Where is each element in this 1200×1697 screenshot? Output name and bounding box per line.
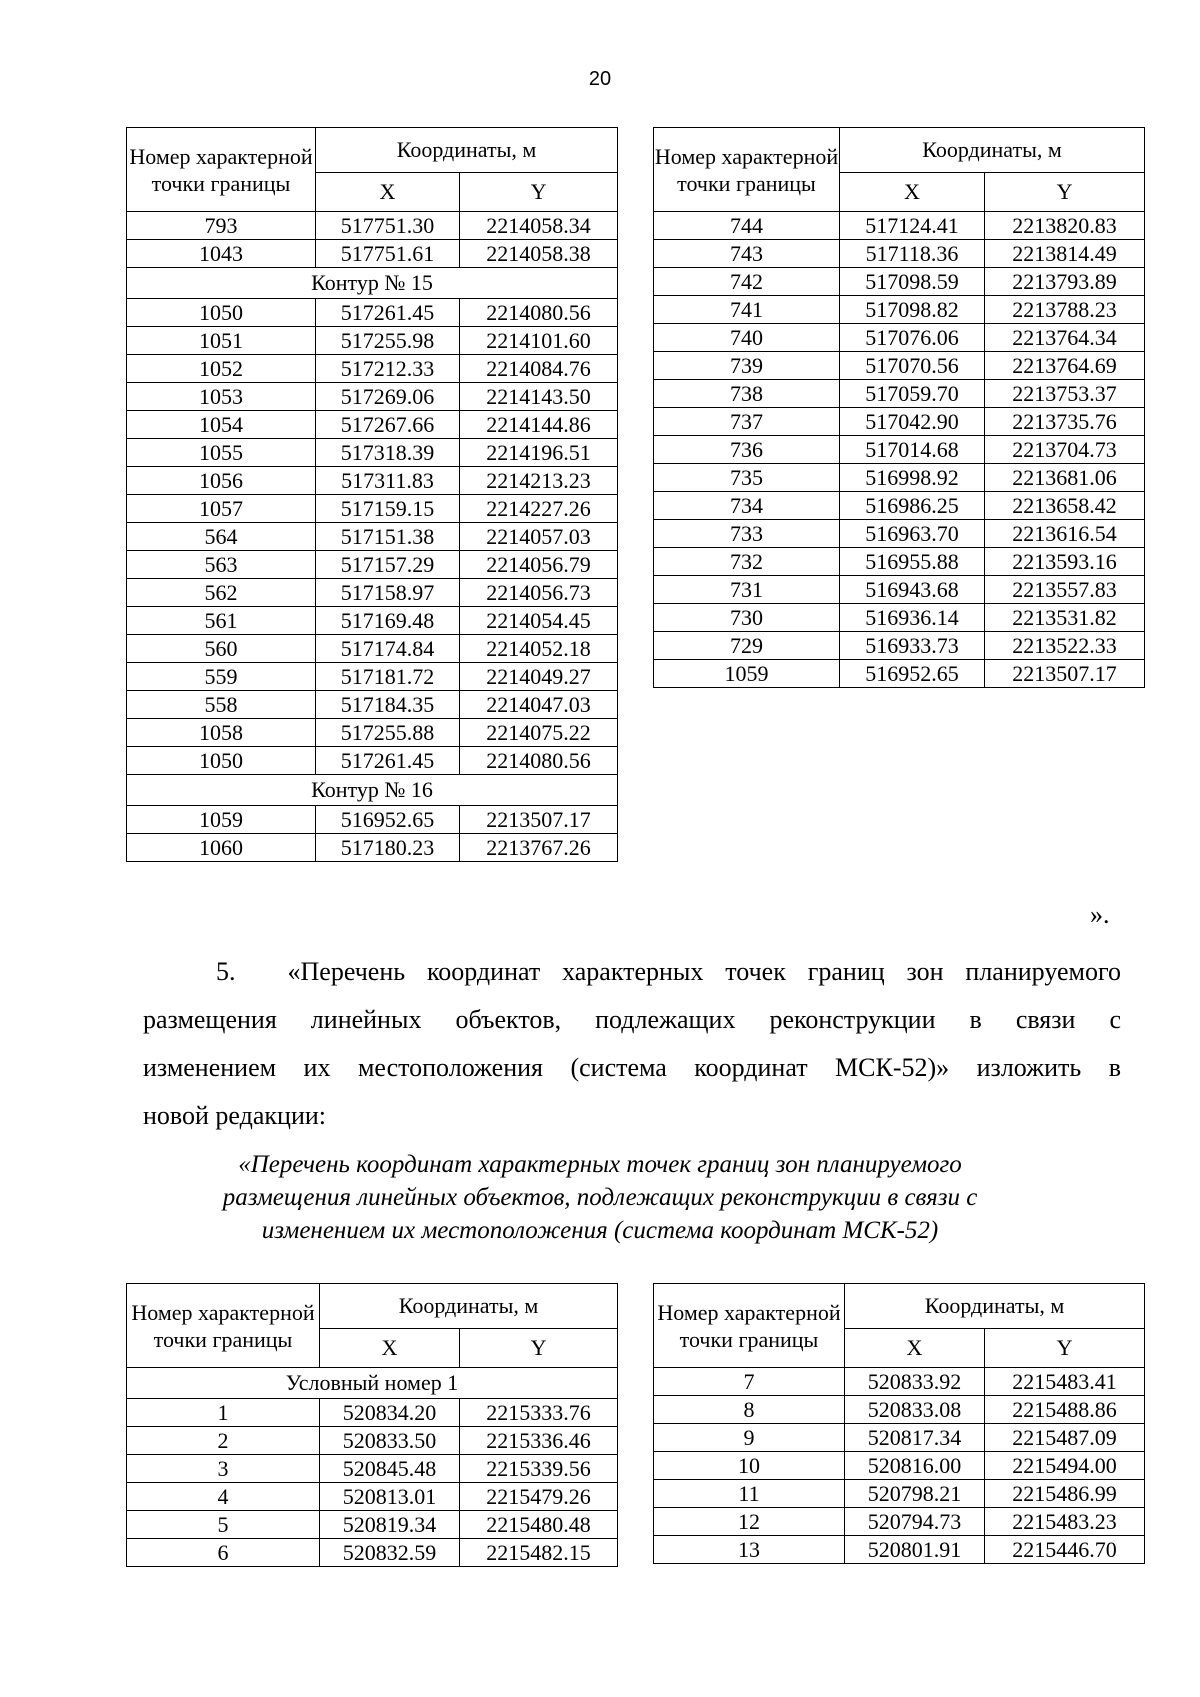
point-number-cell: 1057 xyxy=(127,495,316,523)
table-row xyxy=(654,632,1145,660)
table-row xyxy=(127,1483,618,1511)
point-number-cell: 560 xyxy=(127,635,316,663)
table-row xyxy=(654,212,1145,240)
y-coordinate-cell: 2214052.18 xyxy=(460,635,618,663)
x-coordinate-cell: 517098.59 xyxy=(840,268,985,296)
point-number-cell: 561 xyxy=(127,607,316,635)
y-coordinate-cell: 2214054.45 xyxy=(460,607,618,635)
x-coordinate-cell: 517151.38 xyxy=(316,523,460,551)
x-coordinate-cell: 520819.34 xyxy=(320,1511,460,1539)
y-coordinate-cell: 2215483.23 xyxy=(985,1508,1145,1536)
point-number-header: Номер характерной точки границы xyxy=(654,128,840,212)
table-row xyxy=(127,579,618,607)
point-number-cell: 5 xyxy=(127,1511,320,1539)
table-header-row xyxy=(127,128,618,173)
point-number-cell: 1 xyxy=(127,1399,320,1427)
y-coordinate-cell: 2213681.06 xyxy=(985,464,1145,492)
x-coordinate-cell: 517059.70 xyxy=(840,380,985,408)
table-row xyxy=(654,352,1145,380)
contour-label: Контур № 16 xyxy=(127,775,618,806)
table-row xyxy=(654,408,1145,436)
y-coordinate-cell: 2215446.70 xyxy=(985,1536,1145,1564)
point-number-cell: 559 xyxy=(127,663,316,691)
point-number-cell: 793 xyxy=(127,212,316,240)
point-number-cell: 8 xyxy=(654,1396,845,1424)
y-header: Y xyxy=(460,173,618,212)
paragraph-line: размещения линейных объектов, подлежащих реконструкции в связи с xyxy=(143,1005,1121,1034)
point-number-cell: 1059 xyxy=(127,806,316,834)
point-number-cell: 13 xyxy=(654,1536,845,1564)
point-number-cell: 733 xyxy=(654,520,840,548)
table-row xyxy=(127,299,618,327)
x-coordinate-cell: 520794.73 xyxy=(845,1508,985,1536)
table-row xyxy=(127,495,618,523)
point-number-cell: 1055 xyxy=(127,439,316,467)
y-coordinate-cell: 2214227.26 xyxy=(460,495,618,523)
table-row xyxy=(654,1368,1145,1396)
point-number-cell: 7 xyxy=(654,1368,845,1396)
table-row xyxy=(654,660,1145,688)
table-row xyxy=(127,747,618,775)
x-header: X xyxy=(840,173,985,212)
point-number-cell: 740 xyxy=(654,324,840,352)
y-header: Y xyxy=(985,1329,1145,1368)
y-coordinate-cell: 2215483.41 xyxy=(985,1368,1145,1396)
x-coordinate-cell: 520845.48 xyxy=(320,1455,460,1483)
x-header: X xyxy=(320,1329,460,1368)
point-number-cell: 735 xyxy=(654,464,840,492)
y-coordinate-cell: 2213616.54 xyxy=(985,520,1145,548)
y-coordinate-cell: 2213507.17 xyxy=(985,660,1145,688)
table-row xyxy=(654,1536,1145,1564)
point-number-cell: 729 xyxy=(654,632,840,660)
point-number-cell: 6 xyxy=(127,1539,320,1567)
x-coordinate-cell: 517255.98 xyxy=(316,327,460,355)
point-number-cell: 732 xyxy=(654,548,840,576)
x-coordinate-cell: 516955.88 xyxy=(840,548,985,576)
point-number-cell: 742 xyxy=(654,268,840,296)
x-coordinate-cell: 517212.33 xyxy=(316,355,460,383)
table-row xyxy=(127,691,618,719)
x-coordinate-cell: 520798.21 xyxy=(845,1480,985,1508)
x-header: X xyxy=(316,173,460,212)
x-coordinate-cell: 517169.48 xyxy=(316,607,460,635)
y-coordinate-cell: 2213557.83 xyxy=(985,576,1145,604)
x-coordinate-cell: 517157.29 xyxy=(316,551,460,579)
table-row xyxy=(127,411,618,439)
point-number-header: Номер характерной точки границы xyxy=(127,1284,320,1368)
point-number-cell: 741 xyxy=(654,296,840,324)
paragraph-line: 5. «Перечень координат характерных точек границ зон планируемого xyxy=(216,957,1121,986)
y-coordinate-cell: 2214101.60 xyxy=(460,327,618,355)
y-coordinate-cell: 2213753.37 xyxy=(985,380,1145,408)
point-number-cell: 564 xyxy=(127,523,316,551)
table-header-row xyxy=(654,128,1145,173)
y-coordinate-cell: 2214080.56 xyxy=(460,747,618,775)
y-coordinate-cell: 2213814.49 xyxy=(985,240,1145,268)
subtitle-line: «Перечень координат характерных точек границ зон планируемого xyxy=(238,1151,962,1178)
contour-row xyxy=(127,268,618,299)
table-row xyxy=(127,439,618,467)
coordinates-header: Координаты, м xyxy=(845,1284,1145,1329)
x-coordinate-cell: 516933.73 xyxy=(840,632,985,660)
table-header-row xyxy=(654,1284,1145,1329)
contour-row xyxy=(127,775,618,806)
y-coordinate-cell: 2215339.56 xyxy=(460,1455,618,1483)
table-row xyxy=(127,551,618,579)
table-row xyxy=(127,1427,618,1455)
point-number-cell: 737 xyxy=(654,408,840,436)
x-coordinate-cell: 517042.90 xyxy=(840,408,985,436)
x-coordinate-cell: 517118.36 xyxy=(840,240,985,268)
x-coordinate-cell: 516986.25 xyxy=(840,492,985,520)
y-header: Y xyxy=(460,1329,618,1368)
point-number-header: Номер характерной точки границы xyxy=(127,128,316,212)
table-row xyxy=(127,467,618,495)
table-row xyxy=(654,520,1145,548)
table-row xyxy=(127,383,618,411)
point-number-cell: 1060 xyxy=(127,834,316,862)
table-row xyxy=(654,1396,1145,1424)
y-coordinate-cell: 2213704.73 xyxy=(985,436,1145,464)
table-row xyxy=(127,635,618,663)
table-row xyxy=(654,436,1145,464)
y-coordinate-cell: 2215488.86 xyxy=(985,1396,1145,1424)
x-coordinate-cell: 517159.15 xyxy=(316,495,460,523)
table-row xyxy=(127,663,618,691)
y-coordinate-cell: 2214080.56 xyxy=(460,299,618,327)
table-row xyxy=(127,212,618,240)
table-row xyxy=(654,1508,1145,1536)
x-coordinate-cell: 517158.97 xyxy=(316,579,460,607)
table-row xyxy=(127,240,618,268)
point-number-cell: 731 xyxy=(654,576,840,604)
table-row xyxy=(654,1424,1145,1452)
y-coordinate-cell: 2214058.38 xyxy=(460,240,618,268)
table-row xyxy=(654,324,1145,352)
y-coordinate-cell: 2213593.16 xyxy=(985,548,1145,576)
x-coordinate-cell: 517751.30 xyxy=(316,212,460,240)
x-coordinate-cell: 520833.08 xyxy=(845,1396,985,1424)
x-coordinate-cell: 516963.70 xyxy=(840,520,985,548)
point-number-cell: 3 xyxy=(127,1455,320,1483)
table-row xyxy=(654,240,1145,268)
x-coordinate-cell: 517311.83 xyxy=(316,467,460,495)
y-coordinate-cell: 2214075.22 xyxy=(460,719,618,747)
y-coordinate-cell: 2213522.33 xyxy=(985,632,1145,660)
x-coordinate-cell: 517014.68 xyxy=(840,436,985,464)
point-number-cell: 734 xyxy=(654,492,840,520)
x-coordinate-cell: 516998.92 xyxy=(840,464,985,492)
point-number-cell: 1051 xyxy=(127,327,316,355)
point-number-cell: 563 xyxy=(127,551,316,579)
point-number-cell: 11 xyxy=(654,1480,845,1508)
x-coordinate-cell: 516952.65 xyxy=(316,806,460,834)
point-number-cell: 1052 xyxy=(127,355,316,383)
x-coordinate-cell: 517181.72 xyxy=(316,663,460,691)
point-number-cell: 1054 xyxy=(127,411,316,439)
point-number-cell: 743 xyxy=(654,240,840,268)
y-coordinate-cell: 2214056.73 xyxy=(460,579,618,607)
point-number-cell: 1059 xyxy=(654,660,840,688)
y-coordinate-cell: 2213764.69 xyxy=(985,352,1145,380)
x-coordinate-cell: 517318.39 xyxy=(316,439,460,467)
x-coordinate-cell: 517751.61 xyxy=(316,240,460,268)
closing-quote: ». xyxy=(1090,900,1110,929)
coordinates-header: Координаты, м xyxy=(316,128,618,173)
table-row xyxy=(127,719,618,747)
y-coordinate-cell: 2214056.79 xyxy=(460,551,618,579)
y-coordinate-cell: 2214057.03 xyxy=(460,523,618,551)
y-coordinate-cell: 2214047.03 xyxy=(460,691,618,719)
point-number-cell: 738 xyxy=(654,380,840,408)
point-number-cell: 739 xyxy=(654,352,840,380)
y-coordinate-cell: 2215480.48 xyxy=(460,1511,618,1539)
coordinates-table-2 xyxy=(653,127,1145,688)
table-row xyxy=(654,576,1145,604)
y-coordinate-cell: 2215333.76 xyxy=(460,1399,618,1427)
table-row xyxy=(654,464,1145,492)
point-number-cell: 4 xyxy=(127,1483,320,1511)
coordinates-header: Координаты, м xyxy=(320,1284,618,1329)
y-coordinate-cell: 2213788.23 xyxy=(985,296,1145,324)
x-coordinate-cell: 520832.59 xyxy=(320,1539,460,1567)
y-coordinate-cell: 2213507.17 xyxy=(460,806,618,834)
y-coordinate-cell: 2215487.09 xyxy=(985,1424,1145,1452)
y-coordinate-cell: 2213767.26 xyxy=(460,834,618,862)
y-coordinate-cell: 2214213.23 xyxy=(460,467,618,495)
coordinates-header: Координаты, м xyxy=(840,128,1145,173)
point-number-cell: 1058 xyxy=(127,719,316,747)
x-coordinate-cell: 517124.41 xyxy=(840,212,985,240)
table-row xyxy=(127,1455,618,1483)
table-row xyxy=(654,268,1145,296)
contour-row xyxy=(127,1368,618,1399)
x-coordinate-cell: 517070.56 xyxy=(840,352,985,380)
subtitle-line: изменением их местоположения (система координат МСК-52) xyxy=(261,1217,939,1244)
table-row xyxy=(654,296,1145,324)
table-row xyxy=(654,604,1145,632)
point-number-cell: 1043 xyxy=(127,240,316,268)
x-coordinate-cell: 516943.68 xyxy=(840,576,985,604)
x-coordinate-cell: 516952.65 xyxy=(840,660,985,688)
coordinates-table-4 xyxy=(653,1283,1145,1564)
point-number-header: Номер характерной точки границы xyxy=(654,1284,845,1368)
x-header: X xyxy=(845,1329,985,1368)
x-coordinate-cell: 520833.92 xyxy=(845,1368,985,1396)
point-number-cell: 9 xyxy=(654,1424,845,1452)
contour-label: Контур № 15 xyxy=(127,268,618,299)
x-coordinate-cell: 517267.66 xyxy=(316,411,460,439)
x-coordinate-cell: 517076.06 xyxy=(840,324,985,352)
point-number-cell: 562 xyxy=(127,579,316,607)
coordinates-table-3 xyxy=(126,1283,618,1567)
x-coordinate-cell: 520834.20 xyxy=(320,1399,460,1427)
point-number-cell: 1050 xyxy=(127,299,316,327)
contour-label: Условный номер 1 xyxy=(127,1368,618,1399)
paragraph-line: изменением их местоположения (система координат МСК-52)» изложить в xyxy=(143,1053,1121,1082)
table-row xyxy=(127,355,618,383)
table-row xyxy=(127,1399,618,1427)
y-coordinate-cell: 2214049.27 xyxy=(460,663,618,691)
x-coordinate-cell: 517255.88 xyxy=(316,719,460,747)
x-coordinate-cell: 520817.34 xyxy=(845,1424,985,1452)
coordinates-table-1 xyxy=(126,127,618,862)
y-header: Y xyxy=(985,173,1145,212)
point-number-cell: 2 xyxy=(127,1427,320,1455)
y-coordinate-cell: 2215479.26 xyxy=(460,1483,618,1511)
y-coordinate-cell: 2215494.00 xyxy=(985,1452,1145,1480)
y-coordinate-cell: 2214196.51 xyxy=(460,439,618,467)
table-row xyxy=(127,1511,618,1539)
x-coordinate-cell: 520813.01 xyxy=(320,1483,460,1511)
x-coordinate-cell: 520816.00 xyxy=(845,1452,985,1480)
point-number-cell: 10 xyxy=(654,1452,845,1480)
y-coordinate-cell: 2213764.34 xyxy=(985,324,1145,352)
amendment-paragraph xyxy=(143,948,1121,1140)
table-row xyxy=(127,1539,618,1567)
x-coordinate-cell: 517184.35 xyxy=(316,691,460,719)
point-number-cell: 736 xyxy=(654,436,840,464)
x-coordinate-cell: 517180.23 xyxy=(316,834,460,862)
x-coordinate-cell: 520801.91 xyxy=(845,1536,985,1564)
table-row xyxy=(654,1480,1145,1508)
x-coordinate-cell: 517098.82 xyxy=(840,296,985,324)
table-row xyxy=(127,607,618,635)
x-coordinate-cell: 520833.50 xyxy=(320,1427,460,1455)
table-row xyxy=(127,523,618,551)
table-row xyxy=(654,380,1145,408)
y-coordinate-cell: 2215486.99 xyxy=(985,1480,1145,1508)
table-row xyxy=(654,1452,1145,1480)
y-coordinate-cell: 2213658.42 xyxy=(985,492,1145,520)
x-coordinate-cell: 517269.06 xyxy=(316,383,460,411)
point-number-cell: 558 xyxy=(127,691,316,719)
y-coordinate-cell: 2213531.82 xyxy=(985,604,1145,632)
point-number-cell: 1053 xyxy=(127,383,316,411)
table-subtitle xyxy=(0,1148,1200,1247)
subtitle-line: размещения линейных объектов, подлежащих реконструкции в связи с xyxy=(222,1184,978,1211)
point-number-cell: 1056 xyxy=(127,467,316,495)
point-number-cell: 730 xyxy=(654,604,840,632)
y-coordinate-cell: 2213793.89 xyxy=(985,268,1145,296)
x-coordinate-cell: 516936.14 xyxy=(840,604,985,632)
point-number-cell: 12 xyxy=(654,1508,845,1536)
y-coordinate-cell: 2213735.76 xyxy=(985,408,1145,436)
point-number-cell: 1050 xyxy=(127,747,316,775)
y-coordinate-cell: 2215336.46 xyxy=(460,1427,618,1455)
x-coordinate-cell: 517174.84 xyxy=(316,635,460,663)
page-number: 20 xyxy=(588,68,612,90)
y-coordinate-cell: 2213820.83 xyxy=(985,212,1145,240)
table-row xyxy=(654,548,1145,576)
x-coordinate-cell: 517261.45 xyxy=(316,299,460,327)
table-row xyxy=(654,492,1145,520)
paragraph-line: новой редакции: xyxy=(143,1101,326,1130)
y-coordinate-cell: 2215482.15 xyxy=(460,1539,618,1567)
y-coordinate-cell: 2214058.34 xyxy=(460,212,618,240)
table-row xyxy=(127,834,618,862)
y-coordinate-cell: 2214084.76 xyxy=(460,355,618,383)
point-number-cell: 744 xyxy=(654,212,840,240)
table-row xyxy=(127,327,618,355)
table-header-row xyxy=(127,1284,618,1329)
x-coordinate-cell: 517261.45 xyxy=(316,747,460,775)
table-row xyxy=(127,806,618,834)
y-coordinate-cell: 2214143.50 xyxy=(460,383,618,411)
y-coordinate-cell: 2214144.86 xyxy=(460,411,618,439)
